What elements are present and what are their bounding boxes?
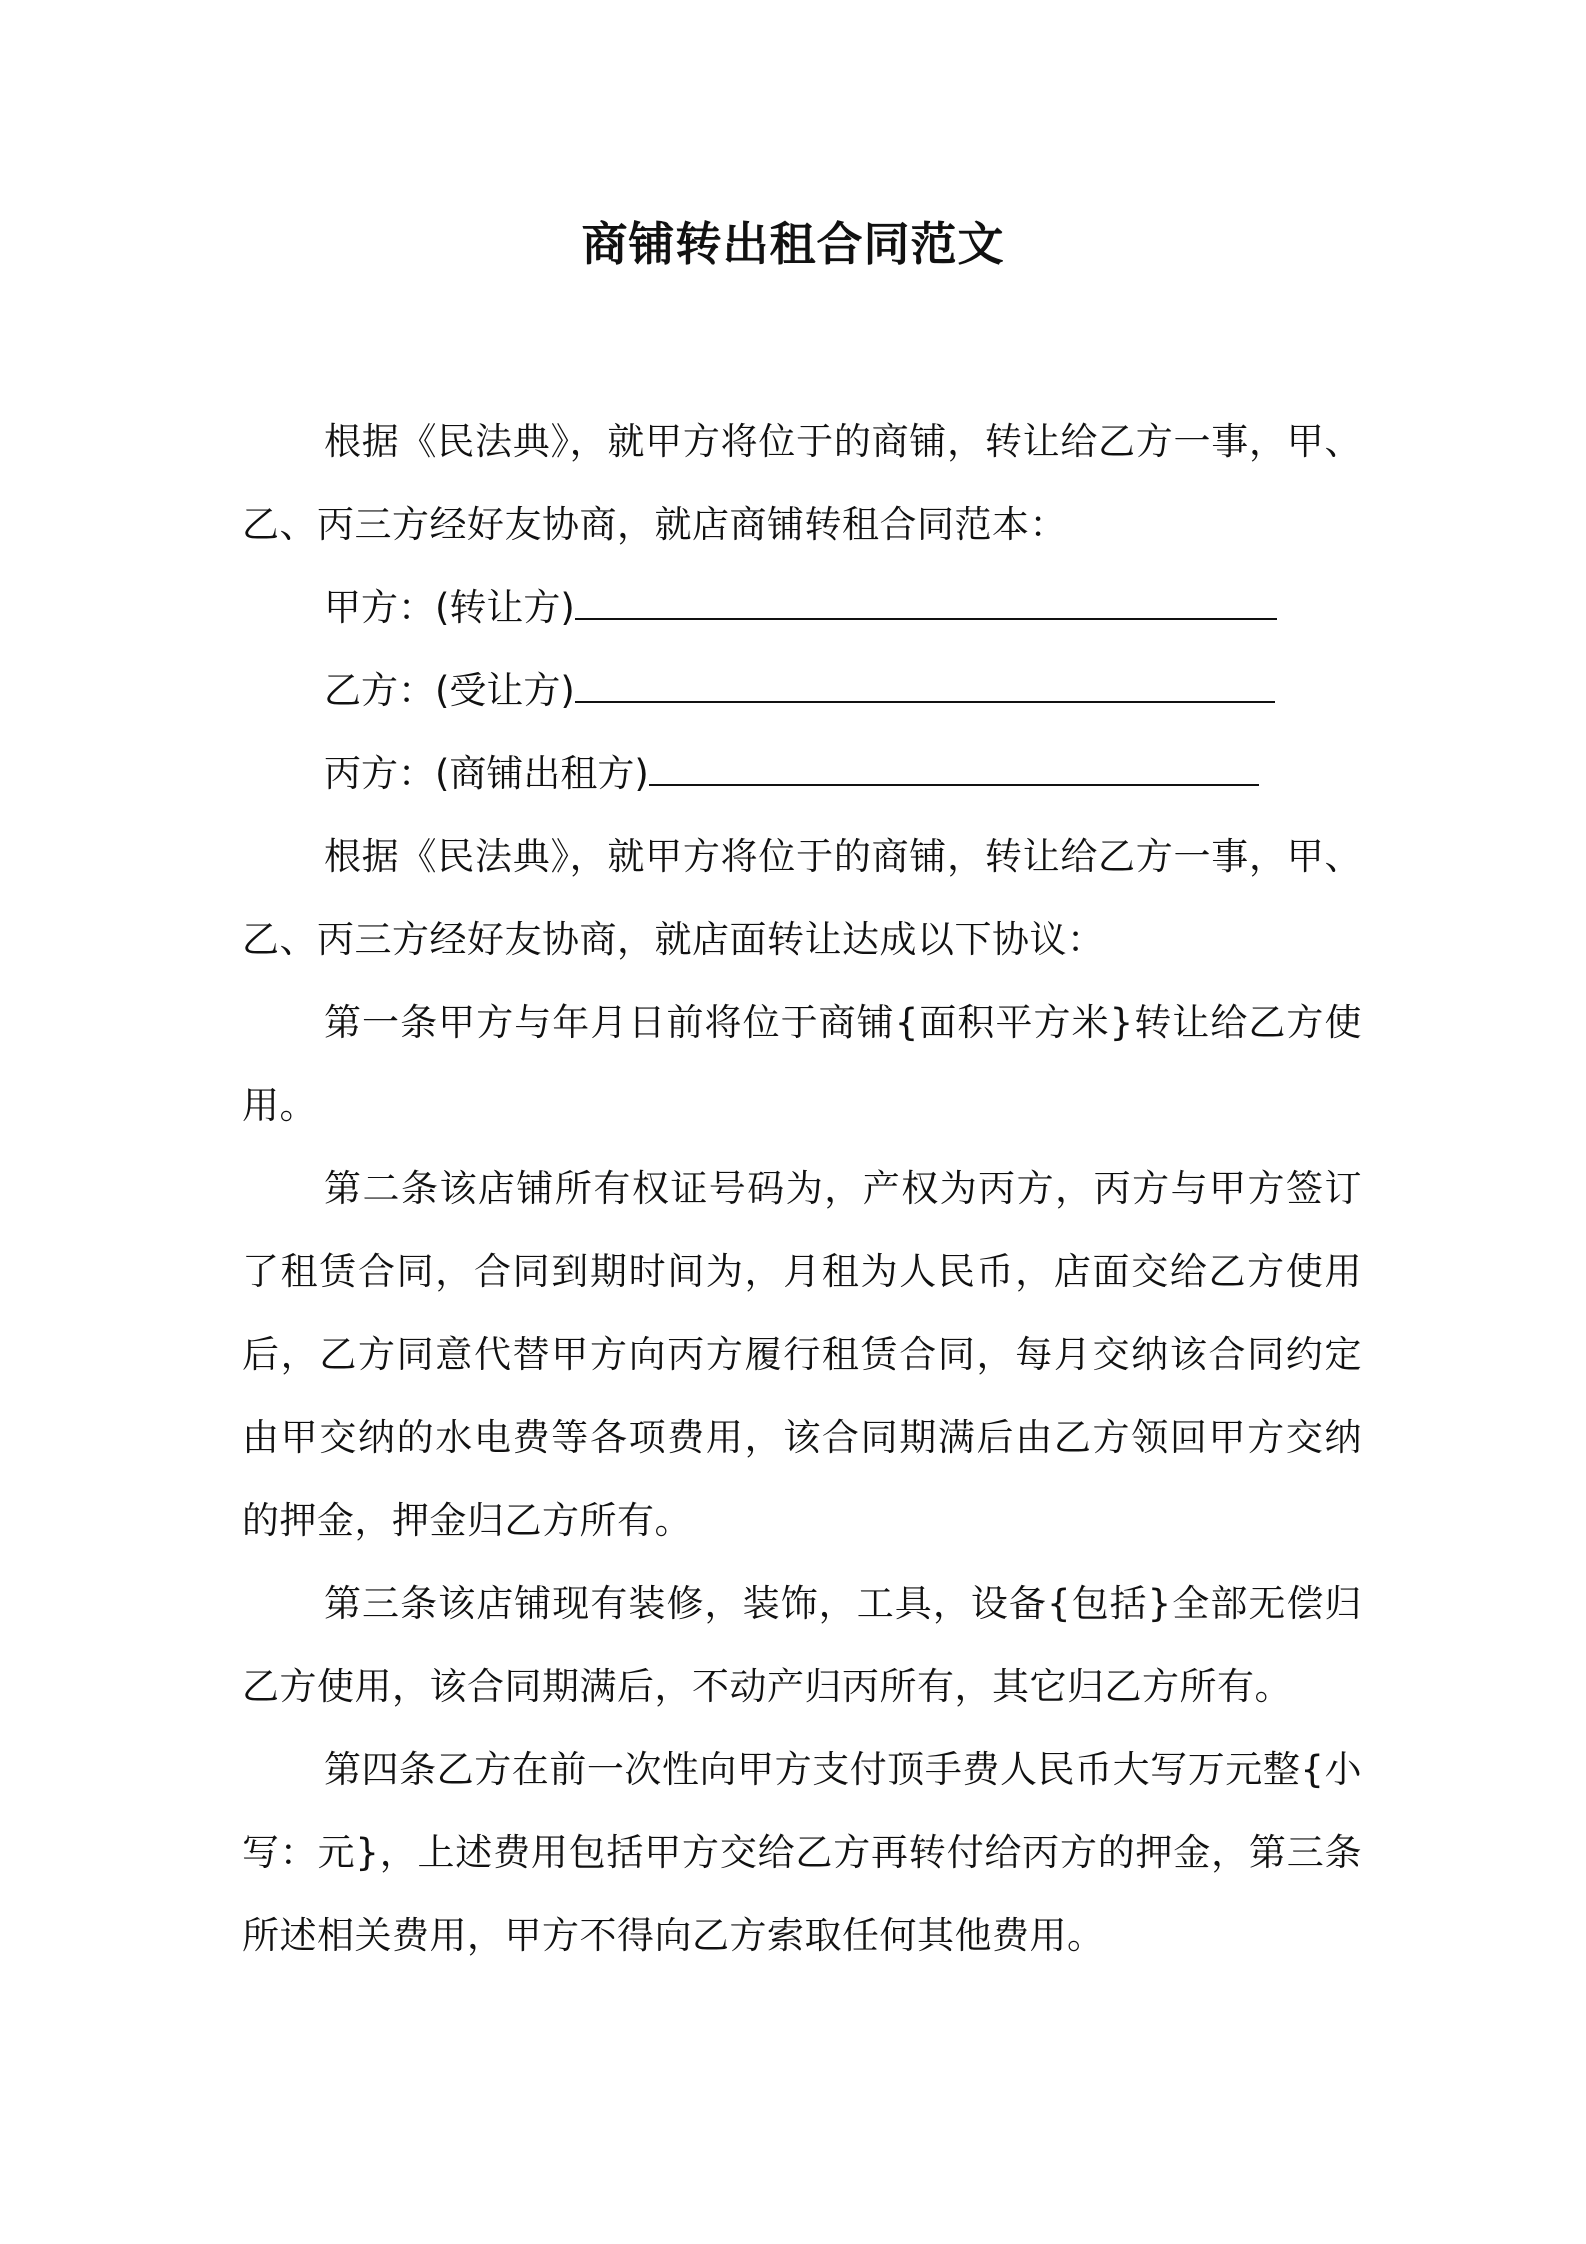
party-a-label: 甲方：(转让方) (324, 586, 575, 629)
article-3: 第三条该店铺现有装修，装饰，工具，设备{包括}全部无偿归乙方使用，该合同期满后，不动产归丙所有，其它归乙方所有。 (242, 1582, 1362, 1708)
document-title: 商铺转出租合同范文 (581, 217, 1005, 271)
party-a-line (242, 566, 1362, 649)
party-b-blank (575, 671, 1275, 703)
party-b-line (242, 649, 1362, 732)
party-b-label: 乙方：(受让方) (324, 669, 575, 712)
intro-paragraph: 根据《民法典》，就甲方将位于的商铺，转让给乙方一事，甲、乙、丙三方经好友协商，就店商铺转租合同范本： (242, 420, 1362, 546)
article-1: 第一条甲方与年月日前将位于商铺{面积平方米}转让给乙方使用。 (242, 1001, 1362, 1127)
preamble-paragraph: 根据《民法典》，就甲方将位于的商铺，转让给乙方一事，甲、乙、丙三方经好友协商，就店面转让达成以下协议： (242, 835, 1362, 961)
article-2: 第二条该店铺所有权证号码为，产权为丙方，丙方与甲方签订了租赁合同，合同到期时间为，月租为人民币，店面交给乙方使用后，乙方同意代替甲方向丙方履行租赁合同，每月交纳该合同约定由甲交纳的水电费等各项费用，该合同期满后由乙方领回甲方交纳的押金，押金归乙方所有。 (242, 1167, 1362, 1542)
party-c-blank (649, 754, 1259, 786)
party-c-line (242, 732, 1362, 815)
party-c-label: 丙方：(商铺出租方) (324, 752, 649, 795)
document-body (242, 400, 1362, 1977)
party-a-blank (575, 588, 1277, 620)
article-4: 第四条乙方在前一次性向甲方支付顶手费人民币大写万元整{小写：元}，上述费用包括甲方交给乙方再转付给丙方的押金，第三条所述相关费用，甲方不得向乙方索取任何其他费用。 (242, 1748, 1362, 1957)
